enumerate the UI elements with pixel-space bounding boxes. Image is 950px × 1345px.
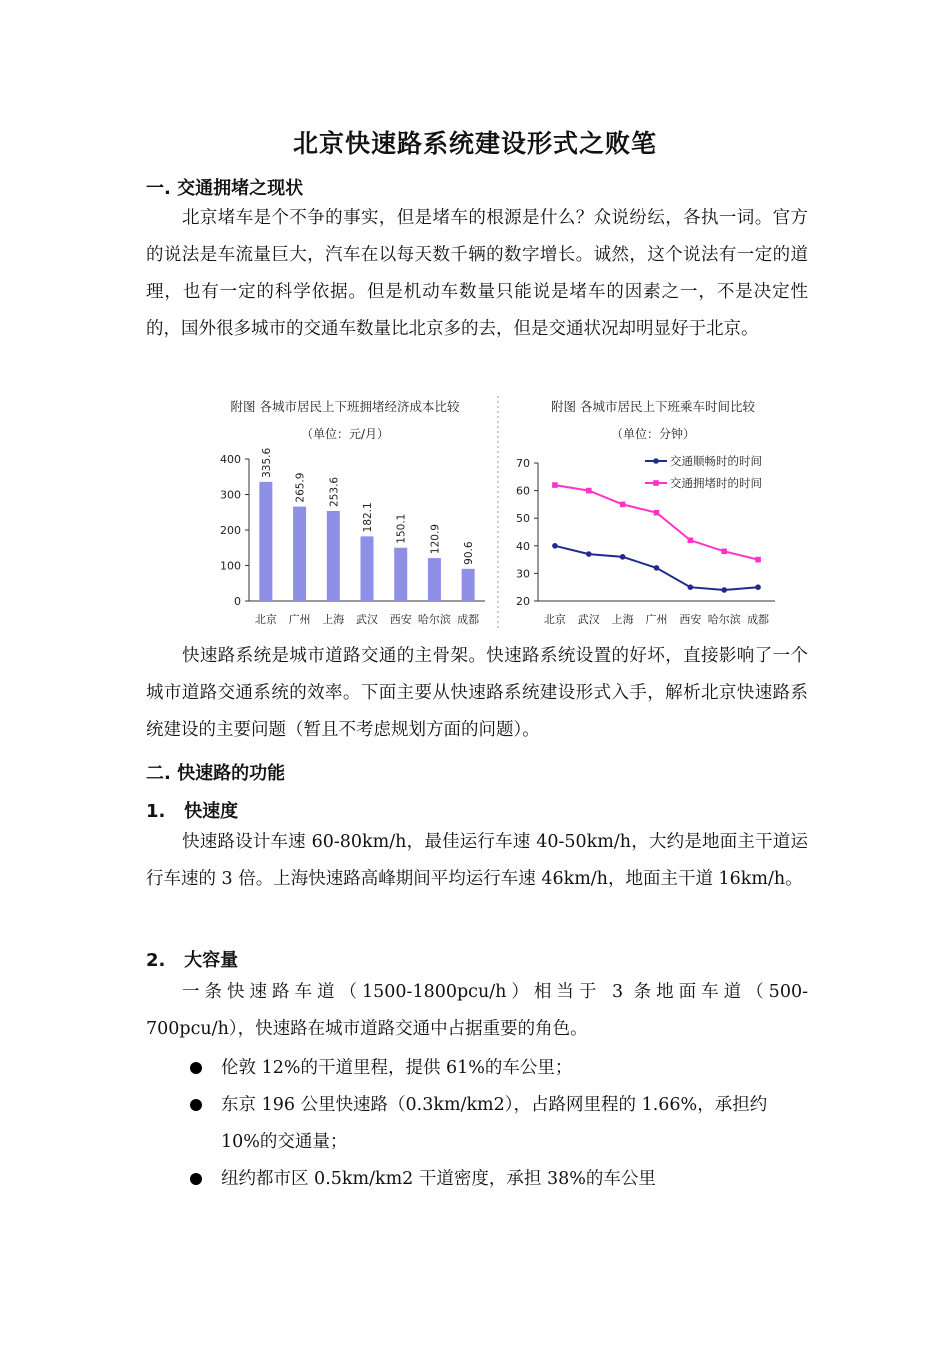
line-point	[654, 565, 660, 571]
bar-y-tick-label: 0	[234, 595, 241, 608]
legend-label: 交通拥堵时的时间	[670, 476, 762, 490]
bar-y-tick-label: 200	[220, 524, 241, 537]
bar	[361, 536, 374, 601]
paragraph-2: 快速路系统是城市道路交通的主骨架。快速路系统设置的好坏，直接影响了一个城市道路交通系统的效率。下面主要从快速路系统建设形式入手，解析北京快速路系统建设的主要问题（暂且不考虑规划方面的问题）。	[146, 646, 808, 740]
line-category-label: 上海	[611, 613, 634, 626]
charts-svg	[205, 392, 795, 632]
bar-category-label: 广州	[288, 613, 311, 626]
line-category-label: 武汉	[577, 613, 600, 626]
bullet-item	[146, 1161, 808, 1198]
bar-category-label: 北京	[254, 613, 277, 626]
line-point	[620, 554, 626, 560]
bar-category-label: 武汉	[356, 613, 378, 626]
line-point	[620, 502, 626, 508]
paragraph-4: 一条快速路车道（1500-1800pcu/h）相当于 3 条地面车道（500-700pcu/h），快速路在城市道路交通中占据重要的角色。	[146, 982, 808, 1039]
line-point	[654, 510, 660, 516]
bullet-dot-icon	[190, 1173, 202, 1185]
bullet-item	[146, 1050, 808, 1087]
bar-data-label: 90.6	[463, 541, 476, 565]
section-heading-2: 二. 快速路的功能	[146, 763, 286, 784]
line-category-label: 北京	[543, 613, 566, 626]
line-series-2	[555, 485, 758, 560]
bullet-text: 纽约都市区 0.5km/km2 干道密度，承担 38%的车公里	[221, 1169, 656, 1189]
bar-chart-title: 附图 各城市居民上下班拥堵经济成本比较	[230, 399, 460, 414]
bar-category-label: 西安	[389, 613, 412, 626]
bar-y-tick-label: 400	[220, 453, 241, 466]
line-y-tick-label: 20	[516, 595, 530, 608]
bar-data-label: 335.6	[260, 447, 273, 478]
bullet-text: 伦敦 12%的干道里程，提供 61%的车公里；	[221, 1058, 573, 1078]
charts-figure	[205, 392, 795, 632]
document-title: 北京快速路系统建设形式之败笔	[292, 129, 657, 158]
bullet-dot-icon	[190, 1062, 202, 1074]
bar-data-label: 182.1	[362, 502, 374, 533]
bar-data-label: 265.9	[294, 472, 307, 503]
bar-data-label: 150.1	[395, 513, 408, 544]
bar-category-label: 上海	[322, 613, 345, 626]
legend-marker	[653, 458, 659, 464]
paragraph-1: 北京堵车是个不争的事实，但是堵车的根源是什么？众说纷纭，各执一词。官方的说法是车流量巨大，汽车在以每天数千辆的数字增长。诚然，这个说法有一定的道理，也有一定的科学依据。但是机动车数量只能说是堵车的因素之一，不是决定性的，国外很多城市的交通车数量比北京多的去，但是交通状况却明显好于北京。	[146, 208, 808, 339]
line-point	[586, 551, 592, 557]
line-y-tick-label: 60	[516, 484, 530, 498]
subheading-capacity: 2. 大容量	[146, 950, 239, 971]
section-heading-1: 一. 交通拥堵之现状	[146, 178, 304, 199]
line-point	[552, 482, 558, 488]
bar	[327, 511, 340, 601]
line-point	[721, 549, 727, 555]
bar	[428, 558, 441, 601]
legend-marker	[653, 480, 659, 486]
legend-label: 交通顺畅时的时间	[670, 454, 762, 468]
line-category-label: 西安	[679, 613, 702, 626]
line-category-label: 广州	[645, 613, 668, 626]
line-point	[755, 557, 761, 563]
bar-data-label: 120.9	[429, 524, 442, 555]
bar-chart-subtitle: （单位：元/月）	[300, 427, 390, 441]
line-point	[721, 587, 727, 593]
line-chart-subtitle: （单位：分钟）	[610, 427, 696, 441]
line-point	[552, 543, 558, 549]
line-point	[688, 584, 694, 590]
bar	[259, 482, 272, 601]
line-y-tick-label: 50	[516, 512, 530, 526]
line-chart-title: 附图 各城市居民上下班乘车时间比较	[551, 399, 755, 414]
line-point	[586, 488, 592, 494]
paragraph-3: 快速路设计车速 60-80km/h，最佳运行车速 40-50km/h，大约是地面主干道运行车速的 3 倍。上海快速路高峰期间平均运行车速 46km/h，地面主干道 16km/h。	[146, 832, 808, 889]
bar	[394, 548, 407, 601]
line-point	[755, 584, 761, 590]
line-point	[688, 537, 694, 543]
bar	[462, 569, 475, 601]
bullet-item	[146, 1087, 808, 1161]
bullet-dot-icon	[190, 1099, 202, 1111]
line-category-label: 成都	[747, 613, 770, 626]
bullet-list	[146, 1050, 808, 1198]
bar-category-label: 哈尔滨	[417, 613, 451, 626]
line-category-label: 哈尔滨	[707, 613, 741, 626]
bar-category-label: 成都	[457, 613, 480, 626]
bar	[293, 507, 306, 601]
bullet-text: 东京 196 公里快速路（0.3km/km2），占路网里程的 1.66%，承担约 10%的交通量；	[221, 1095, 768, 1152]
line-y-tick-label: 40	[516, 539, 530, 553]
bar-data-label: 253.6	[328, 476, 341, 507]
bar-y-tick-label: 100	[220, 559, 241, 573]
bar-y-tick-label: 300	[220, 488, 241, 502]
line-y-tick-label: 70	[516, 457, 530, 470]
line-y-tick-label: 30	[516, 567, 530, 581]
subheading-speed: 1. 快速度	[146, 801, 239, 822]
